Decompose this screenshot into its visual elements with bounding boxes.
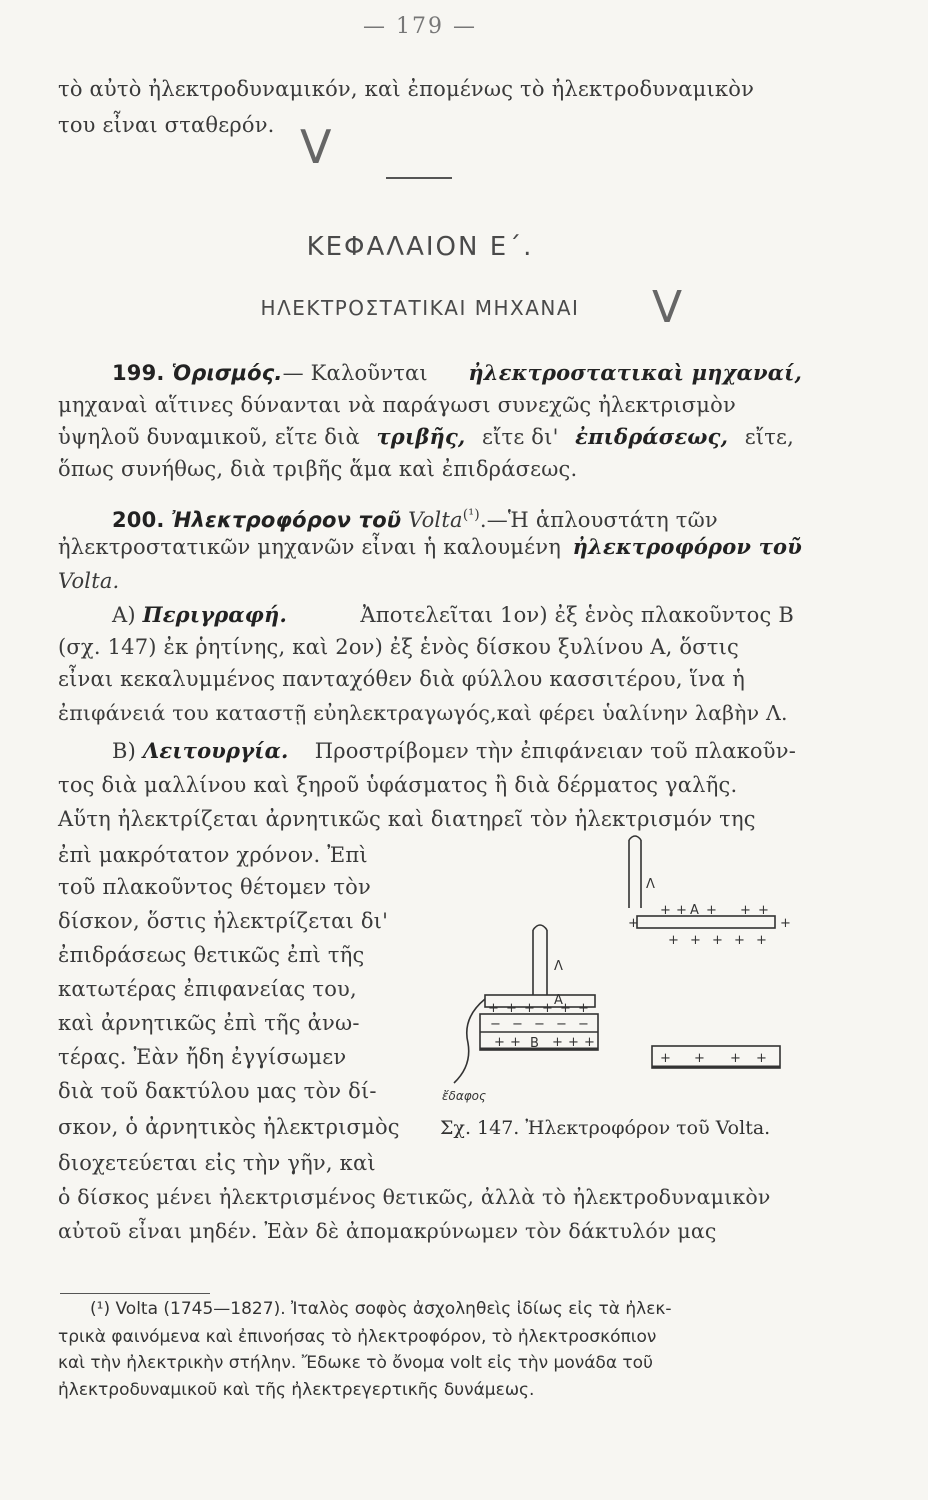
chapter-subtitle: ΗΛΕΚΤΡΟΣΤΑΤΙΚΑΙ ΜΗΧΑΝΑΙ bbox=[260, 296, 580, 320]
charge-sign: + bbox=[628, 916, 639, 931]
part-label: Α) bbox=[112, 603, 136, 627]
part-heading: Λειτουργία. bbox=[142, 738, 289, 763]
narrow-line: ἐπὶ μακρότατον χρόνον. Ἐπὶ bbox=[58, 843, 368, 867]
charge-sign: + bbox=[560, 1001, 571, 1016]
part-b-line: Β) Λειτουργία. Προστρίβομεν τὴν ἐπιφάνειαν τοῦ πλακοῦν- bbox=[112, 738, 796, 763]
charge-sign: + bbox=[542, 1001, 553, 1016]
charge-sign: + bbox=[756, 1051, 767, 1066]
section-heading: Ἠλεκτροφόρον τοῦ bbox=[171, 508, 402, 532]
ground-label: ἔδαφος bbox=[442, 1089, 487, 1103]
charge-sign: − bbox=[578, 1017, 589, 1032]
charge-sign: + bbox=[676, 903, 687, 918]
narrow-line: τέρας. Ἐὰν ἤδη ἐγγίσωμεν bbox=[58, 1045, 347, 1069]
charge-sign: + bbox=[494, 1035, 505, 1050]
footnote-ref: (¹) bbox=[462, 507, 480, 523]
chapter-title: ΚΕΦΑΛΑΙΟΝ Ε΄. bbox=[306, 232, 534, 262]
part-label: Β) bbox=[112, 739, 137, 763]
paragraph-199-line: 199. Ὁρισμός.— Καλοῦνται ἠλεκτροστατικαὶ μηχαναί, bbox=[112, 358, 802, 388]
paragraph-199-line: ὅπως συνήθως, διὰ τριβῆς ἅμα καὶ ἐπιδράσεως. bbox=[58, 457, 578, 481]
margin-check-mark: V bbox=[652, 282, 683, 333]
charge-sign: + bbox=[578, 1001, 589, 1016]
charge-sign: + bbox=[524, 1001, 535, 1016]
charge-sign: + bbox=[568, 1035, 579, 1050]
narrow-line: δίσκον, ὅστις ἠλεκτρίζεται δι' bbox=[58, 909, 389, 933]
charge-sign: + bbox=[780, 916, 791, 931]
footnote-line: (¹) Volta (1745—1827). Ἰταλὸς σοφὸς ἀσχοληθεὶς ἰδίως εἰς τὰ ἠλεκ- bbox=[90, 1299, 672, 1319]
section-heading: Ὁρισμός. bbox=[171, 361, 283, 385]
part-b-line: τος διὰ μαλλίνου καὶ ξηροῦ ὑφάσματος ἢ διὰ δέρματος γαλῆς. bbox=[58, 773, 738, 797]
charge-sign: − bbox=[534, 1017, 545, 1032]
charge-sign: + bbox=[740, 903, 751, 918]
part-a-line: ἐπιφάνειά του καταστῇ εὐηλεκτραγωγός,καὶ φέρει ὑαλίνην λαβὴν Λ. bbox=[58, 701, 788, 725]
charge-sign: + bbox=[730, 1051, 741, 1066]
section-separator bbox=[386, 177, 452, 179]
charge-sign: + bbox=[660, 1051, 671, 1066]
text-line bbox=[58, 74, 790, 104]
narrow-line: σκον, ὁ ἀρνητικὸς ἠλεκτρισμὸς bbox=[58, 1115, 400, 1139]
part-heading: Περιγραφή. bbox=[142, 602, 287, 627]
part-a-line: εἶναι κεκαλυμμένος πανταχόθεν διὰ φύλλου κασσιτέρου, ἵνα ἡ bbox=[58, 667, 746, 691]
charge-sign: − bbox=[512, 1017, 523, 1032]
narrow-line: διὰ τοῦ δακτύλου μας τὸν δί- bbox=[58, 1079, 377, 1103]
charge-sign: + bbox=[712, 933, 723, 948]
footnote-line: ἠλεκτροδυναμικοῦ καὶ τῆς ἠλεκτρεγερτικῆς δυνάμεως. bbox=[58, 1380, 535, 1400]
section-number: 200. bbox=[112, 508, 165, 532]
text-line: του εἶναι σταθερόν. bbox=[58, 113, 275, 137]
narrow-line: διοχετεύεται εἰς τὴν γῆν, καὶ bbox=[58, 1151, 376, 1175]
charge-sign: + bbox=[694, 1051, 705, 1066]
charge-sign: + bbox=[756, 933, 767, 948]
margin-check-mark: V bbox=[300, 120, 332, 174]
part-a-line: Α) Περιγραφή. Ἀποτελεῖται 1ον) ἐξ ἑνὸς πλακοῦντος Β bbox=[112, 602, 794, 627]
disk-label: Α bbox=[690, 903, 699, 918]
paragraph-199-line: ὑψηλοῦ δυναμικοῦ, εἴτε διὰ τριβῆς, εἴτε δι' ἐπιδράσεως, εἴτε, bbox=[58, 424, 794, 449]
charge-sign: − bbox=[490, 1017, 501, 1032]
disk-label: Α bbox=[554, 993, 563, 1008]
cake-label: Β bbox=[530, 1036, 539, 1051]
paragraph-200-line: ἠλεκτροστατικῶν μηχανῶν εἶναι ἡ καλουμένη ἠλεκτροφόρον τοῦ bbox=[58, 532, 802, 562]
part-b-line: ὁ δίσκος μένει ἠλεκτρισμένος θετικῶς, ἀλλὰ τὸ ἠλεκτροδυναμικὸν bbox=[58, 1185, 771, 1209]
footnote-rule bbox=[60, 1293, 210, 1294]
paragraph-200-line: 200. Ἠλεκτροφόρον τοῦ Volta$^{(^1)}$.—Ἡ ἁπλουστάτη τῶν bbox=[112, 507, 718, 532]
charge-sign: + bbox=[758, 903, 769, 918]
charge-sign: − bbox=[556, 1017, 567, 1032]
charge-sign: + bbox=[690, 933, 701, 948]
figure-caption: Σχ. 147. Ἠλεκτροφόρον τοῦ Volta. bbox=[440, 1117, 771, 1139]
charge-sign: + bbox=[506, 1001, 517, 1016]
figure-electrophorus bbox=[440, 828, 820, 1118]
handle-label: Λ bbox=[646, 877, 655, 892]
charge-sign: + bbox=[488, 1001, 499, 1016]
handle-label: Λ bbox=[554, 959, 563, 974]
paragraph-199-line: μηχαναὶ αἵτινες δύνανται νὰ παράγωσι συνεχῶς ἠλεκτρισμὸν bbox=[58, 393, 736, 417]
section-number: 199. bbox=[112, 361, 165, 385]
footnote-line: τρικὰ φαινόμενα καὶ ἐπινοήσας τὸ ἠλεκτροφόρον, τὸ ἠλεκτροσκόπιον bbox=[58, 1327, 657, 1347]
charge-sign: + bbox=[660, 903, 671, 918]
charge-sign: + bbox=[734, 933, 745, 948]
defined-term: ἠλεκτροφόρον τοῦ bbox=[572, 534, 802, 559]
charge-sign: + bbox=[510, 1035, 521, 1050]
narrow-line: τοῦ πλακοῦντος θέτομεν τὸν bbox=[58, 875, 371, 899]
part-b-line: Αὕτη ἠλεκτρίζεται ἀρνητικῶς καὶ διατηρεῖ τὸν ἠλεκτρισμόν της bbox=[58, 807, 756, 831]
defined-term: ἠλεκτροστατικαὶ μηχαναί, bbox=[468, 360, 802, 385]
charge-sign: + bbox=[552, 1035, 563, 1050]
text-line-content: τὸ αὐτὸ ἠλεκτροδυναμικόν, καὶ ἐπομένως τὸ ἠλεκτροδυναμικὸν bbox=[58, 77, 755, 101]
part-b-line: αὐτοῦ εἶναι μηδέν. Ἐὰν δὲ ἀπομακρύνωμεν τὸν δάκτυλόν μας bbox=[58, 1219, 717, 1243]
part-a-line: (σχ. 147) ἐκ ῥητίνης, καὶ 2ον) ἐξ ἑνὸς δίσκου ξυλίνου Α, ὅστις bbox=[58, 635, 739, 659]
narrow-line: ἐπιδράσεως θετικῶς ἐπὶ τῆς bbox=[58, 943, 365, 967]
charge-sign: + bbox=[668, 933, 679, 948]
charge-sign: + bbox=[706, 903, 717, 918]
narrow-line: κατωτέρας ἐπιφανείας του, bbox=[58, 977, 357, 1001]
footnote-line: καὶ τὴν ἠλεκτρικὴν στήλην. Ἔδωκε τὸ ὄνομα volt εἰς τὴν μονάδα τοῦ bbox=[58, 1353, 653, 1373]
page-number: — 179 — bbox=[363, 14, 477, 39]
narrow-line: καὶ ἀρνητικῶς ἐπὶ τῆς ἀνω- bbox=[58, 1011, 360, 1035]
paragraph-200-line: Volta. bbox=[58, 569, 120, 593]
charge-sign: + bbox=[584, 1035, 595, 1050]
